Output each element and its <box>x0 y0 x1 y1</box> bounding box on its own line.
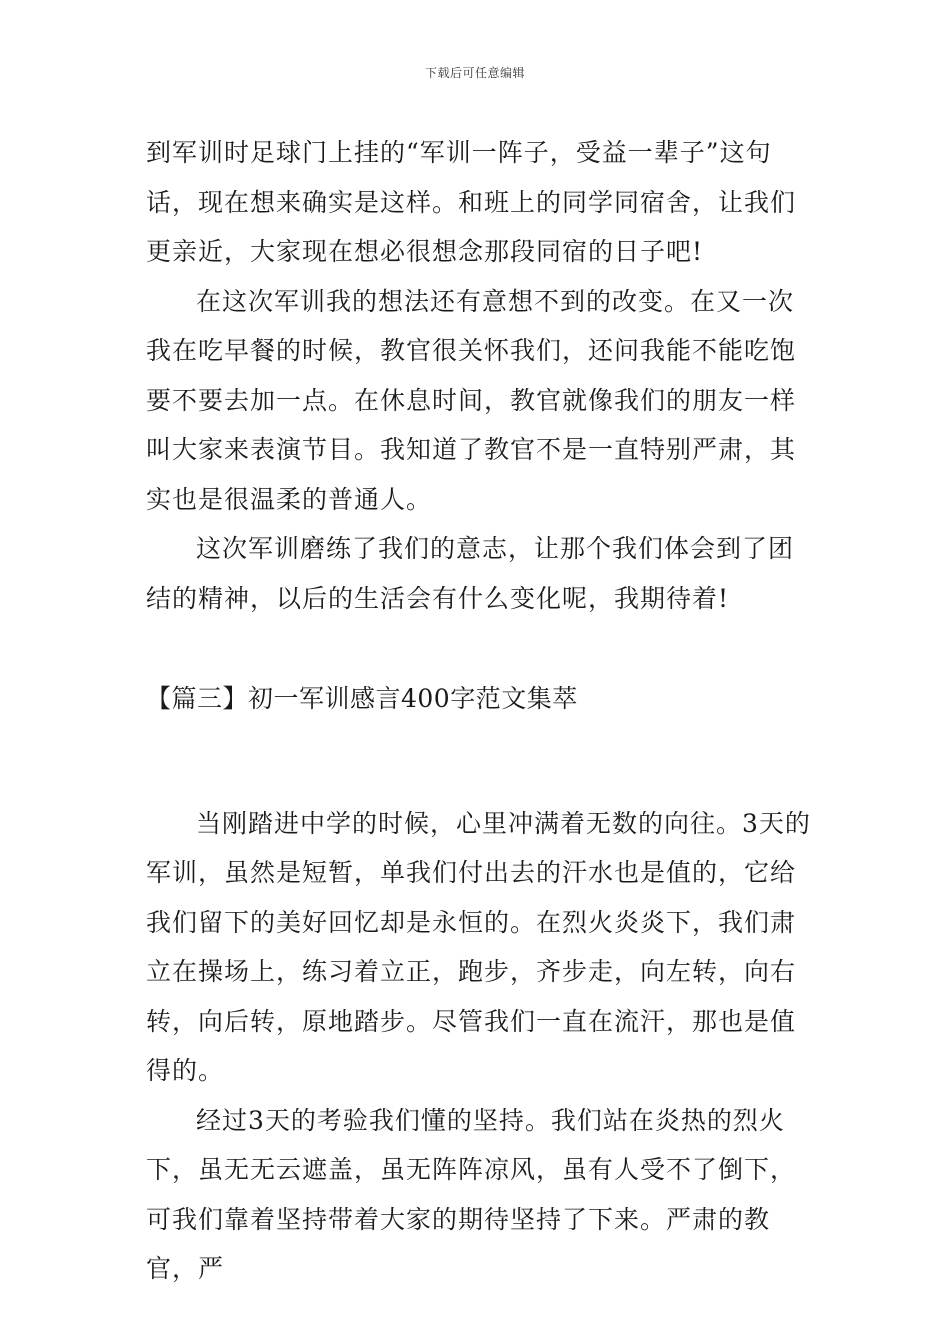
spacer <box>146 724 816 799</box>
paragraph-entering-school: 当刚踏进中学的时候，心里冲满着无数的向往。3天的军训，虽然是短暂，单我们付出去的汗水也是值的，它给我们留下的美好回忆却是永恒的。在烈火炎炎下，我们肃立在操场上，练习着立正，跑步，齐步走，向左转，向右转，向后转，原地踏步。尽管我们一直在流汗，那也是值得的。 <box>146 808 811 1085</box>
spacer <box>146 623 816 674</box>
document-body <box>146 128 816 1294</box>
paragraph-change-of-mind: 在这次军训我的想法还有意想不到的改变。在又一次我在吃早餐的时候，教官很关怀我们，还问我能不能吃饱要不要去加一点。在休息时间，教官就像我们的朋友一样叫大家来表演节目。我知道了教官不是一直特别严肃，其实也是很温柔的普通人。 <box>146 286 797 514</box>
paragraph-persistence: 经过3天的考验我们懂的坚持。我们站在炎热的烈火下，虽无无云遮盖，虽无阵阵凉风，虽有人受不了倒下，可我们靠着坚持带着大家的期待坚持了下来。严肃的教官，严 <box>146 1105 797 1283</box>
page-header: 下载后可任意编辑 <box>424 66 525 80</box>
paragraph-continuation: 到军训时足球门上挂的“军训一阵子，受益一辈子”这句话，现在想来确实是这样。和班上的同学同宿舍，让我们更亲近，大家现在想必很想念那段同宿的日子吧! <box>146 138 797 266</box>
paragraph-closing: 这次军训磨练了我们的意志，让那个我们体会到了团结的精神，以后的生活会有什么变化呢，我期待着! <box>146 534 795 613</box>
section-title: 【篇三】初一军训感言400字范文集萃 <box>146 684 578 713</box>
